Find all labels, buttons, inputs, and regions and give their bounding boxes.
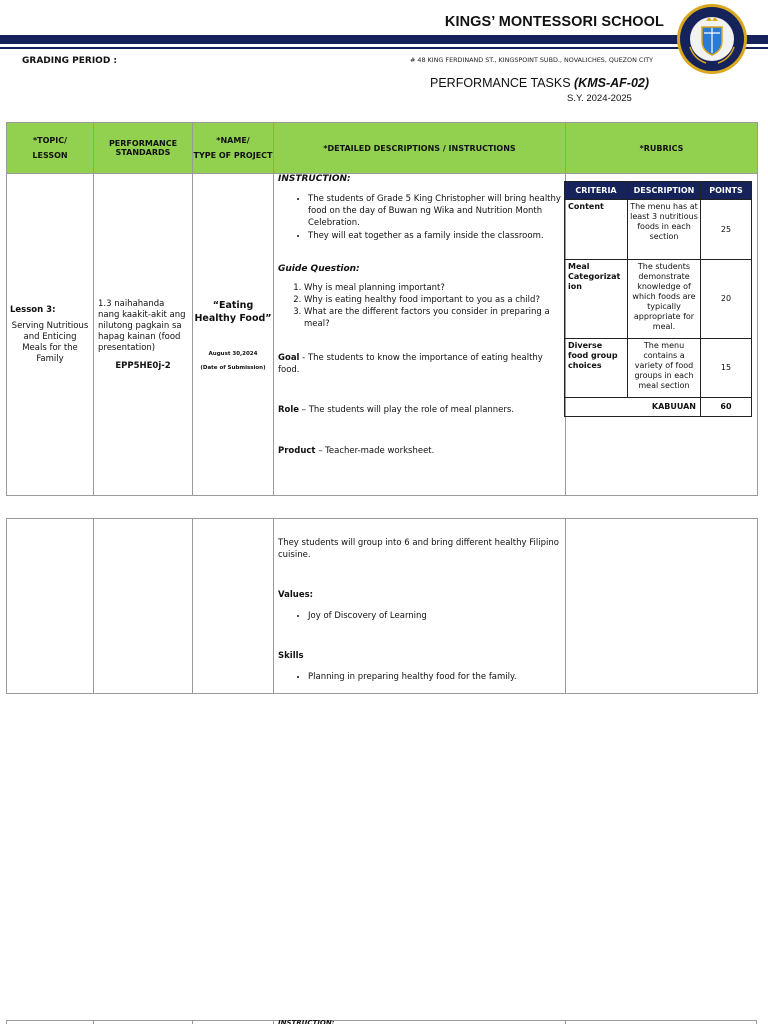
rubric-row (565, 339, 752, 398)
grouping-text: They students will group into 6 and bring different healthy Filipino cuisine. (278, 538, 559, 560)
header-topic-line1: *TOPIC/ (32, 136, 68, 145)
document-title (430, 76, 649, 90)
school-name: KINGS’ MONTESSORI SCHOOL (444, 14, 664, 30)
role-statement (278, 404, 561, 416)
header-rubrics (566, 123, 758, 174)
standard-code: EPP5HE0j-2 (115, 360, 171, 371)
skills-title: Skills (278, 651, 304, 661)
header-topic-line2: LESSON (32, 151, 68, 160)
standard-text: 1.3 naihahanda nang kaakit-akit ang nilutong pagkain sa hapag kainan (food presentation) (98, 298, 186, 353)
header-name-line1: *NAME/ (216, 136, 250, 145)
product-text: – Teacher-made worksheet. (315, 446, 435, 456)
school-year: S.Y. 2024-2025 (567, 93, 632, 104)
rubric-description: The students demonstrate knowledge of which foods are typically appropriate for meal. (628, 260, 701, 339)
empty-cell (193, 519, 274, 694)
skills-list (308, 671, 561, 683)
list-item: • Joy of Discovery of Learning (308, 610, 561, 622)
rubric-header-description: DESCRIPTION (628, 182, 701, 200)
goal-statement (278, 352, 561, 376)
header-rubrics-text: *RUBRICS (639, 143, 684, 153)
rubric-row (565, 200, 752, 260)
header-standards-text: PERFORMANCE STANDARDS (108, 139, 178, 157)
header-details (274, 123, 566, 174)
lesson-cell (7, 174, 94, 496)
rubric-total-points: 60 (701, 398, 752, 417)
instruction-title: INSTRUCTION: (278, 174, 351, 184)
rubric-total-row (565, 398, 752, 417)
values-title: Values: (278, 590, 314, 600)
rubric-criteria: Meal Categorizat ion (565, 260, 628, 339)
rubric-header-criteria: CRITERIA (565, 182, 628, 200)
standard-cell (94, 174, 193, 496)
rubric-row (565, 260, 752, 339)
rubric-header-row (565, 182, 752, 200)
grading-period-label: GRADING PERIOD : (22, 56, 118, 66)
school-address: # 48 KING FERDINAND ST., KINGSPOINT SUBD., NOVALICHES, QUEZON CITY (410, 56, 654, 64)
list-item: • The students of Grade 5 King Christopher will bring healthy food on the day of Buwan ng Wika and Nutrition Month Celebration. (308, 193, 561, 229)
list-item: 1. Why is meal planning important? (304, 282, 561, 294)
rubric-points: 15 (701, 339, 752, 398)
details-continued-cell (274, 519, 566, 694)
header-project (193, 123, 274, 174)
project-date: August 30,2024 (208, 350, 258, 357)
title-main: PERFORMANCE TASKS (430, 76, 575, 90)
instructions-cell (274, 174, 566, 496)
list-item: • They will eat together as a family inside the classroom. (308, 230, 561, 242)
rubric-points: 20 (701, 260, 752, 339)
rubric-table (564, 181, 752, 417)
empty-cell (7, 519, 94, 694)
product-label: Product (278, 446, 316, 456)
instruction-list (308, 193, 561, 242)
lesson-title: Serving Nutritious and Enticing Meals for the Family (11, 320, 89, 364)
header-details-text: *DETAILED DESCRIPTIONS / INSTRUCTIONS (323, 143, 516, 153)
list-item: • Planning in preparing healthy food for the family. (308, 671, 561, 683)
rubric-criteria: Content (565, 200, 628, 260)
goal-label: Goal (278, 353, 300, 363)
header-band (0, 35, 768, 44)
list-item: 2. Why is eating healthy food important to you as a child? (304, 294, 561, 306)
project-date-note: (Date of Submission) (200, 364, 266, 371)
role-text: – The students will play the role of meal planners. (299, 405, 515, 415)
form-code: (KMS-AF-02) (574, 76, 650, 90)
header-topic (7, 123, 94, 174)
project-title: “Eating Healthy Food” (194, 299, 272, 324)
school-seal-logo (676, 3, 748, 75)
next-instruction-title: INSTRUCTION: (278, 1019, 335, 1024)
values-list (308, 610, 561, 622)
rubric-header-points: POINTS (701, 182, 752, 200)
list-item: 3. What are the different factors you consider in preparing a meal? (304, 306, 561, 330)
table-row (7, 519, 758, 694)
header-rule (0, 47, 768, 49)
rubric-points: 25 (701, 200, 752, 260)
rubric-total-label: KABUUAN (565, 398, 701, 417)
role-label: Role (278, 405, 300, 415)
guide-question-list (304, 282, 561, 330)
table-header-row (7, 123, 758, 174)
project-cell (193, 174, 274, 496)
header-standards (94, 123, 193, 174)
rubric-description: The menu contains a variety of food groups in each meal section (628, 339, 701, 398)
rubric-criteria: Diverse food group choices (565, 339, 628, 398)
rubric-description: The menu has at least 3 nutritious foods in each section (628, 200, 701, 260)
next-table-edge (6, 1020, 757, 1024)
empty-cell (94, 519, 193, 694)
empty-cell (566, 519, 758, 694)
lesson-label: Lesson 3: (10, 304, 56, 315)
product-statement (278, 445, 561, 457)
guide-question-title: Guide Question: (278, 264, 360, 274)
goal-text: - The students to know the importance of eating healthy food. (278, 353, 543, 375)
continuation-table (6, 518, 758, 694)
header-name-line2: TYPE OF PROJECT (193, 151, 273, 160)
